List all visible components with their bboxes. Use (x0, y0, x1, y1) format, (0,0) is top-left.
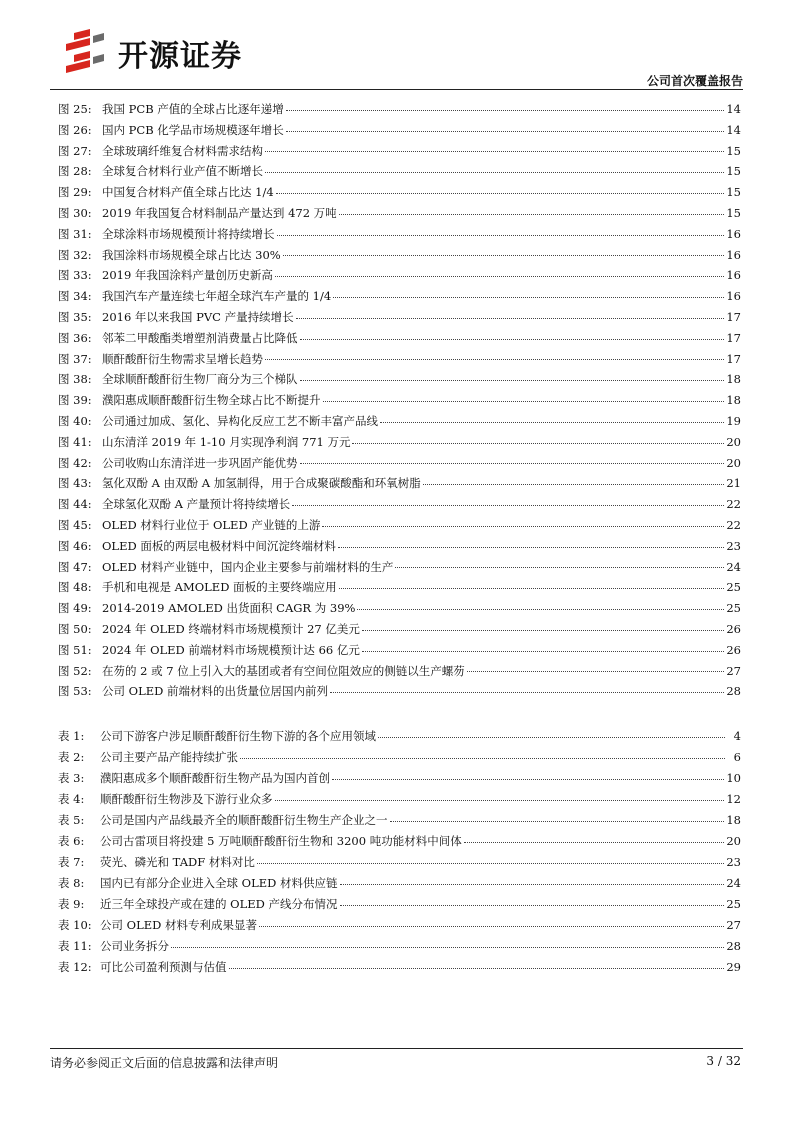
dot-leader (352, 443, 724, 444)
entry-number: 图 53: (58, 684, 92, 699)
entry-page: 26 (726, 621, 741, 636)
entry-number: 图 26: (58, 122, 92, 137)
entry-page: 18 (726, 813, 741, 827)
entry-page: 17 (726, 309, 741, 324)
dot-leader (339, 214, 725, 215)
entry-page: 15 (726, 205, 741, 220)
entry-number: 表 10: (58, 918, 92, 932)
dot-leader (286, 131, 725, 132)
page-number: 3 / 32 (706, 1054, 741, 1068)
figure-entry[interactable] (58, 99, 741, 120)
table-entry[interactable] (58, 789, 741, 810)
dot-leader (340, 905, 725, 906)
entry-page: 6 (733, 750, 741, 764)
figure-entry[interactable] (58, 473, 741, 494)
entry-page: 15 (726, 143, 741, 158)
entry-page: 27 (726, 918, 741, 932)
entry-number: 表 5: (58, 813, 85, 827)
entry-number: 图 39: (58, 393, 92, 408)
dot-leader (257, 863, 725, 864)
entry-page: 19 (726, 413, 741, 428)
entry-number: 图 37: (58, 351, 92, 366)
entry-number: 图 32: (58, 247, 92, 262)
dot-leader (171, 947, 724, 948)
entry-title: 2019 年我国复合材料制品产量达到 472 万吨 (102, 205, 337, 220)
figure-entry[interactable] (58, 161, 741, 182)
dot-leader (240, 758, 725, 759)
dot-leader (395, 567, 724, 568)
entry-page: 14 (726, 122, 741, 137)
figure-entry[interactable] (58, 203, 741, 224)
entry-page: 20 (726, 455, 741, 470)
logo-mark-icon (60, 27, 110, 77)
dot-leader (339, 588, 725, 589)
entry-page: 17 (726, 351, 741, 366)
entry-number: 图 38: (58, 372, 92, 387)
entry-title: 手机和电视是 AMOLED 面板的主要终端应用 (102, 580, 337, 595)
entry-page: 25 (726, 580, 741, 595)
figure-entry[interactable] (58, 598, 741, 619)
entry-number: 图 48: (58, 580, 92, 595)
figure-entry[interactable] (58, 245, 741, 266)
entry-title: 公司是国内产品线最齐全的顺酐酸酐衍生物生产企业之一 (100, 813, 388, 827)
entry-number: 图 30: (58, 205, 92, 220)
entry-title: 在芴的 2 或 7 位上引入大的基团或者有空间位阻效应的侧链以生产螺芴 (102, 663, 465, 678)
dot-leader (300, 463, 725, 464)
company-name: 开源证券 (118, 39, 242, 74)
entry-page: 28 (726, 939, 741, 953)
entry-title: 2024 年 OLED 终端材料市场规模预计 27 亿美元 (102, 621, 360, 636)
table-entry[interactable] (58, 768, 741, 789)
dot-leader (300, 380, 725, 381)
entry-number: 图 47: (58, 559, 92, 574)
figure-entry[interactable] (58, 453, 741, 474)
entry-title: 公司通过加成、氢化、异构化反应工艺不断丰富产品线 (102, 413, 378, 428)
dot-leader (300, 339, 725, 340)
entry-title: 2024 年 OLED 前端材料市场规模预计达 66 亿元 (102, 642, 360, 657)
dot-leader (283, 255, 725, 256)
dot-leader (333, 297, 724, 298)
entry-number: 表 3: (58, 771, 85, 785)
entry-page: 28 (726, 684, 741, 699)
table-entry[interactable] (58, 726, 741, 747)
dot-leader (322, 526, 724, 527)
figure-entry[interactable] (58, 557, 741, 578)
footer-divider (50, 1048, 743, 1049)
entry-page: 22 (726, 497, 741, 512)
dot-leader (467, 671, 725, 672)
entry-title: 2014-2019 AMOLED 出货面积 CAGR 为 39% (102, 601, 356, 616)
entry-page: 15 (726, 164, 741, 179)
table-entry[interactable] (58, 936, 741, 957)
entry-number: 图 51: (58, 642, 92, 657)
entry-title: 全球涂料市场规模预计将持续增长 (102, 226, 275, 241)
entry-number: 表 12: (58, 960, 92, 974)
entry-title: 顺酐酸酐衍生物需求呈增长趋势 (102, 351, 263, 366)
figure-entry[interactable] (58, 640, 741, 661)
dot-leader (277, 235, 725, 236)
entry-title: OLED 材料行业位于 OLED 产业链的上游 (102, 517, 321, 532)
entry-number: 图 43: (58, 476, 92, 491)
entry-page: 17 (726, 330, 741, 345)
entry-page: 23 (726, 855, 741, 869)
dot-leader (332, 779, 724, 780)
dot-leader (340, 884, 725, 885)
entry-number: 表 1: (58, 729, 85, 743)
entry-page: 4 (733, 729, 741, 743)
entry-number: 表 8: (58, 876, 85, 890)
entry-title: 荧光、磷光和 TADF 材料对比 (100, 855, 255, 869)
figure-entry[interactable] (58, 141, 741, 162)
entry-page: 21 (726, 476, 741, 491)
table-entry[interactable] (58, 852, 741, 873)
entry-page: 25 (726, 601, 741, 616)
entry-number: 图 45: (58, 517, 92, 532)
entry-title: 我国涂料市场规模全球占比达 30% (102, 247, 281, 262)
entry-number: 图 28: (58, 164, 92, 179)
entry-page: 10 (726, 771, 741, 785)
dot-leader (265, 359, 724, 360)
table-entry[interactable] (58, 915, 741, 936)
table-entry[interactable] (58, 810, 741, 831)
dot-leader (464, 842, 725, 843)
entry-number: 图 42: (58, 455, 92, 470)
figure-entry[interactable] (58, 286, 741, 307)
entry-number: 图 40: (58, 413, 92, 428)
entry-page: 20 (726, 434, 741, 449)
dot-leader (338, 547, 725, 548)
dot-leader (276, 193, 725, 194)
figure-entry[interactable] (58, 536, 741, 557)
entry-page: 16 (726, 289, 741, 304)
entry-page: 24 (726, 559, 741, 574)
report-type-label: 公司首次覆盖报告 (646, 74, 743, 88)
entry-title: 公司业务拆分 (100, 939, 169, 953)
entry-title: OLED 面板的两层电极材料中间沉淀终端材料 (102, 538, 336, 553)
entry-number: 表 6: (58, 834, 85, 848)
dot-leader (259, 926, 724, 927)
figure-entry[interactable] (58, 328, 741, 349)
dot-leader (265, 172, 724, 173)
entry-number: 图 35: (58, 309, 92, 324)
entry-title: 可比公司盈利预测与估值 (100, 960, 227, 974)
entry-title: 国内 PCB 化学品市场规模逐年增长 (102, 122, 284, 137)
company-logo (60, 27, 290, 77)
entry-number: 图 34: (58, 289, 92, 304)
figure-entry[interactable] (58, 265, 741, 286)
entry-title: 国内已有部分企业进入全球 OLED 材料供应链 (100, 876, 338, 890)
figure-entry[interactable] (58, 369, 741, 390)
entry-page: 23 (726, 538, 741, 553)
entry-title: 公司下游客户涉足顺酐酸酐衍生物下游的各个应用领域 (100, 729, 376, 743)
dot-leader (330, 692, 724, 693)
entry-page: 24 (726, 876, 741, 890)
entry-number: 图 27: (58, 143, 92, 158)
figure-entry[interactable] (58, 494, 741, 515)
entry-title: 氢化双酚 A 由双酚 A 加氢制得，用于合成聚碳酸酯和环氧树脂 (102, 476, 421, 491)
figure-entry[interactable] (58, 120, 741, 141)
entry-number: 图 31: (58, 226, 92, 241)
entry-page: 15 (726, 185, 741, 200)
entry-title: 公司收购山东清洋进一步巩固产能优势 (102, 455, 298, 470)
header-divider (50, 89, 743, 90)
entry-page: 18 (726, 372, 741, 387)
entry-page: 25 (726, 897, 741, 911)
entry-title: 全球顺酐酸酐衍生物厂商分为三个梯队 (102, 372, 298, 387)
entry-number: 表 4: (58, 792, 85, 806)
figure-entry[interactable] (58, 224, 741, 245)
dot-leader (296, 318, 725, 319)
dot-leader (275, 800, 725, 801)
entry-number: 图 50: (58, 621, 92, 636)
entry-number: 表 9: (58, 897, 85, 911)
entry-number: 图 49: (58, 601, 92, 616)
entry-title: 中国复合材料产值全球占比达 1/4 (102, 185, 274, 200)
figure-entry[interactable] (58, 390, 741, 411)
figure-entry[interactable] (58, 681, 741, 702)
entry-title: 顺酐酸酐衍生物涉及下游行业众多 (100, 792, 273, 806)
entry-title: 濮阳惠成顺酐酸酐衍生物全球占比不断提升 (102, 393, 321, 408)
figure-entry[interactable] (58, 619, 741, 640)
entry-title: 2016 年以来我国 PVC 产量持续增长 (102, 309, 294, 324)
entry-title: 濮阳惠成多个顺酐酸酐衍生物产品为国内首创 (100, 771, 330, 785)
table-entry[interactable] (58, 957, 741, 978)
entry-title: 我国汽车产量连续七年超全球汽车产量的 1/4 (102, 289, 332, 304)
dot-leader (390, 821, 725, 822)
entry-page: 12 (726, 792, 741, 806)
figure-index (58, 99, 741, 702)
dot-leader (362, 651, 725, 652)
entry-page: 22 (726, 517, 741, 532)
entry-number: 图 44: (58, 497, 92, 512)
entry-number: 图 33: (58, 268, 92, 283)
dot-leader (275, 276, 724, 277)
figure-entry[interactable] (58, 577, 741, 598)
entry-page: 16 (726, 268, 741, 283)
dot-leader (229, 968, 725, 969)
table-entry[interactable] (58, 894, 741, 915)
entry-title: 公司 OLED 前端材料的出货量位居国内前列 (102, 684, 328, 699)
figure-entry[interactable] (58, 411, 741, 432)
entry-number: 图 46: (58, 538, 92, 553)
entry-number: 表 11: (58, 939, 92, 953)
dot-leader (380, 422, 724, 423)
entry-page: 29 (726, 960, 741, 974)
entry-title: 公司古雷项目将投建 5 万吨顺酐酸酐衍生物和 3200 吨功能材料中间体 (100, 834, 462, 848)
entry-number: 图 36: (58, 330, 92, 345)
entry-title: 山东清洋 2019 年 1-10 月实现净利润 771 万元 (102, 434, 351, 449)
figure-entry[interactable] (58, 182, 741, 203)
dot-leader (286, 110, 725, 111)
entry-title: 公司主要产品产能持续扩张 (100, 750, 238, 764)
table-entry[interactable] (58, 831, 741, 852)
dot-leader (423, 484, 725, 485)
entry-number: 图 52: (58, 663, 92, 678)
entry-page: 16 (726, 247, 741, 262)
table-entry[interactable] (58, 873, 741, 894)
figure-entry[interactable] (58, 515, 741, 536)
dot-leader (292, 505, 724, 506)
entry-number: 表 7: (58, 855, 85, 869)
entry-title: 全球玻璃纤维复合材料需求结构 (102, 143, 263, 158)
dot-leader (378, 737, 725, 738)
entry-page: 20 (726, 834, 741, 848)
page-header (0, 0, 793, 90)
entry-title: 2019 年我国涂料产量创历史新高 (102, 268, 273, 283)
entry-page: 27 (726, 663, 741, 678)
footer-disclaimer: 请务必参阅正文后面的信息披露和法律声明 (50, 1056, 279, 1070)
entry-title: 近三年全球投产或在建的 OLED 产线分布情况 (100, 897, 338, 911)
entry-page: 16 (726, 226, 741, 241)
table-entry[interactable] (58, 747, 741, 768)
figure-entry[interactable] (58, 349, 741, 370)
entry-title: 公司 OLED 材料专利成果显著 (100, 918, 257, 932)
entry-title: 全球复合材料行业产值不断增长 (102, 164, 263, 179)
dot-leader (265, 151, 724, 152)
entry-page: 14 (726, 102, 741, 116)
entry-number: 表 2: (58, 750, 85, 764)
entry-title: OLED 材料产业链中，国内企业主要参与前端材料的生产 (102, 559, 394, 574)
entry-number: 图 29: (58, 185, 92, 200)
figure-entry[interactable] (58, 432, 741, 453)
entry-title: 邻苯二甲酸酯类增塑剂消费量占比降低 (102, 330, 298, 345)
entry-number: 图 41: (58, 434, 92, 449)
figure-entry[interactable] (58, 661, 741, 682)
dot-leader (357, 609, 724, 610)
dot-leader (362, 630, 725, 631)
figure-entry[interactable] (58, 307, 741, 328)
entry-number: 图 25: (58, 102, 92, 116)
table-index (58, 726, 741, 978)
entry-title: 我国 PCB 产值的全球占比逐年递增 (102, 102, 284, 116)
entry-page: 26 (726, 642, 741, 657)
dot-leader (323, 401, 725, 402)
entry-page: 18 (726, 393, 741, 408)
entry-title: 全球氢化双酚 A 产量预计将持续增长 (102, 497, 291, 512)
